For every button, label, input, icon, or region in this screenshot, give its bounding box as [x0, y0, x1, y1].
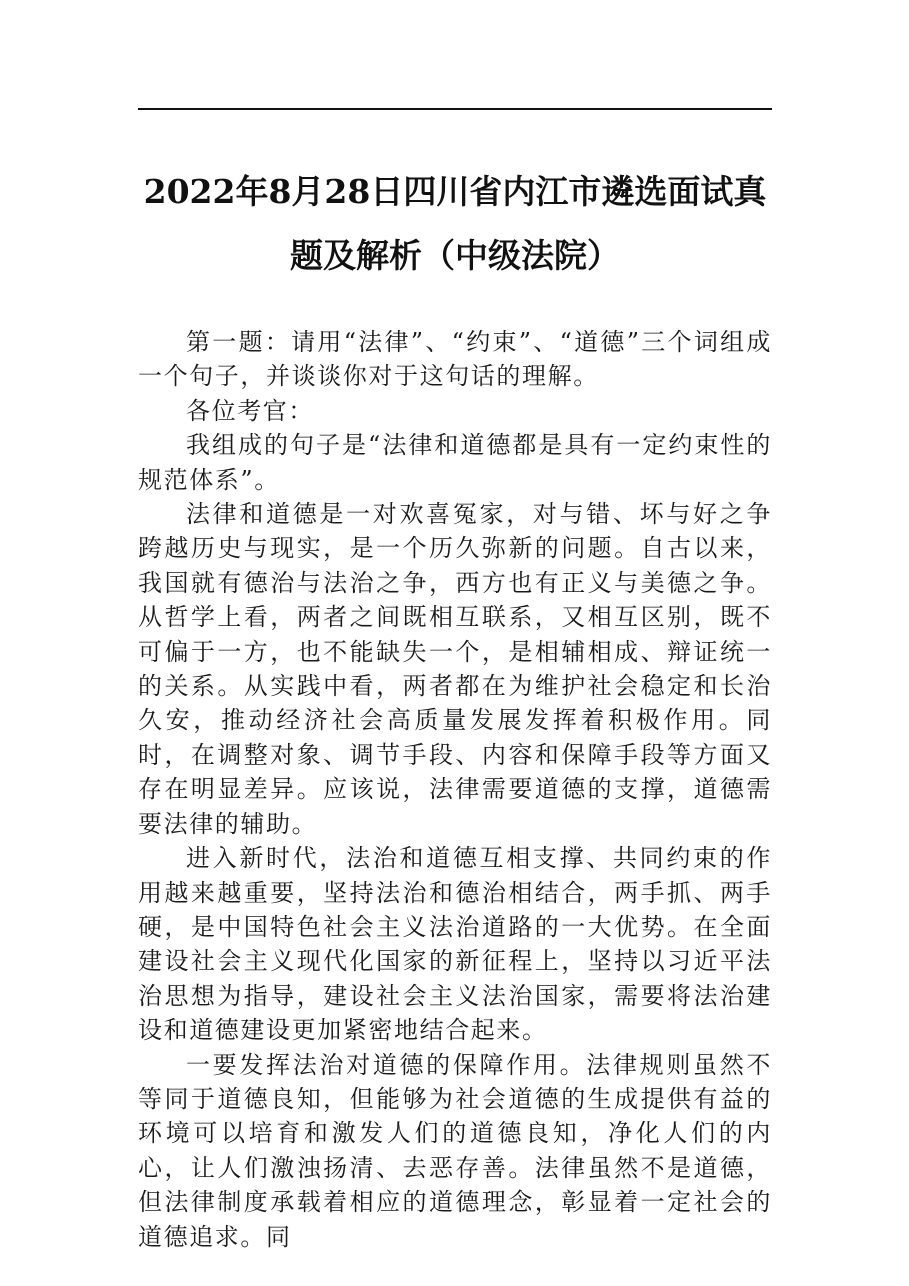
header-rule	[138, 108, 772, 110]
answer-sentence-paragraph: 我组成的句子是“法律和道德都是具有一定约束性的规范体系”。	[138, 431, 772, 494]
salutation-paragraph: 各位考官：	[186, 396, 314, 425]
document-title	[138, 160, 772, 288]
title-line-2: 题及解析（中级法院）	[290, 236, 620, 275]
document-body	[138, 325, 772, 1254]
question-paragraph: 第一题：请用“法律”、“约束”、“道德”三个词组成一个句子，并谈谈你对于这句话的理解。	[138, 328, 772, 391]
analysis-paragraph: 法律和道德是一对欢喜冤家，对与错、坏与好之争跨越历史与现实，是一个历久弥新的问题。自古以来，我国就有德治与法治之争，西方也有正义与美德之争。从哲学上看，两者之间既相互联系，又相互区别，既不可偏于一方，也不能缺失一个，是相辅相成、辩证统一的关系。从实践中看，两者都在为维护社会稳定和长治久安，推动经济社会高质量发展发挥着积极作用。同时，在调整对象、调节手段、内容和保障手段等方面又存在明显差异。应该说，法律需要道德的支撑，道德需要法律的辅助。	[138, 500, 772, 838]
new-era-paragraph: 进入新时代，法治和道德互相支撑、共同约束的作用越来越重要，坚持法治和德治相结合，两手抓、两手硬，是中国特色社会主义法治道路的一大优势。在全面建设社会主义现代化国家的新征程上，坚持以习近平法治思想为指导，建设社会主义法治国家，需要将法治建设和道德建设更加紧密地结合起来。	[138, 844, 772, 1045]
title-line-1: 2022年8月28日四川省内江市遴选面试真	[143, 172, 767, 211]
point-one-paragraph: 一要发挥法治对道德的保障作用。法律规则虽然不等同于道德良知，但能够为社会道德的生成提供有益的环境可以培育和激发人们的道德良知，净化人们的内心，让人们激浊扬清、去恶存善。法律虽然不是道德，但法律制度承载着相应的道德理念，彰显着一定社会的道德追求。同	[138, 1050, 772, 1251]
